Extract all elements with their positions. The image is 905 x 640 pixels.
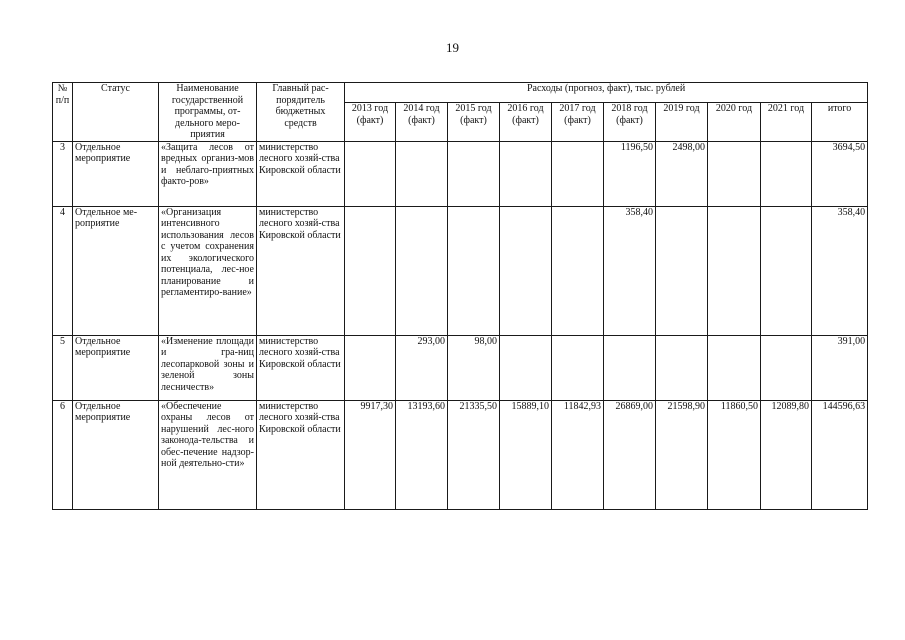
value-2021 [761,141,812,206]
value-2016 [500,206,552,335]
value-2016: 15889,10 [500,400,552,509]
row-responsible: министерство лесного хозяй-ства Кировской области [257,400,345,509]
header-year-2017: 2017 год (факт) [552,103,604,141]
value-2017 [552,335,604,400]
value-2021 [761,206,812,335]
value-2014 [396,206,448,335]
header-total: итого [812,103,868,141]
value-2017 [552,141,604,206]
value-2019 [656,335,708,400]
row-status: Отдельное мероприятие [73,335,159,400]
value-2017 [552,206,604,335]
table-row [53,335,868,400]
row-status: Отдельное мероприятие [73,141,159,206]
value-2013 [345,335,396,400]
value-2018: 358,40 [604,206,656,335]
header-year-2013: 2013 год (факт) [345,103,396,141]
table-row [53,206,868,335]
value-total: 358,40 [812,206,868,335]
header-year-2016: 2016 год (факт) [500,103,552,141]
value-2021: 12089,80 [761,400,812,509]
value-2015: 21335,50 [448,400,500,509]
row-responsible: министерство лесного хозяй-ства Кировской области [257,206,345,335]
row-name: «Организация интенсивного использования лесов с учетом сохранения их экологического потенциала, лес-ное планирование и регламентиро-вание» [159,206,257,335]
row-name: «Изменение площади и гра-ниц лесопарковой зоны и зеленой зоны лесничеств» [159,335,257,400]
header-expenses: Расходы (прогноз, факт), тыс. рублей [345,83,868,103]
value-2016 [500,141,552,206]
row-number: 5 [53,335,73,400]
header-year-2018: 2018 год (факт) [604,103,656,141]
value-2019: 21598,90 [656,400,708,509]
row-responsible: министерство лесного хозяй-ства Кировской области [257,335,345,400]
header-year-2020: 2020 год [708,103,761,141]
header-year-2014: 2014 год (факт) [396,103,448,141]
value-2020 [708,141,761,206]
value-2021 [761,335,812,400]
header-name: Наименование государственной программы, от-дельного меро-приятия [159,83,257,142]
value-total: 144596,63 [812,400,868,509]
value-total: 3694,50 [812,141,868,206]
header-year-2015: 2015 год (факт) [448,103,500,141]
row-number: 3 [53,141,73,206]
header-status: Статус [73,83,159,142]
value-2018: 26869,00 [604,400,656,509]
row-number: 6 [53,400,73,509]
value-2014 [396,141,448,206]
header-row-top [53,83,868,103]
value-2019 [656,206,708,335]
value-2018: 1196,50 [604,141,656,206]
value-2020: 11860,50 [708,400,761,509]
row-responsible: министерство лесного хозяй-ства Кировской области [257,141,345,206]
value-2017: 11842,93 [552,400,604,509]
row-name: «Обеспечение охраны лесов от нарушений лес-ного законода-тельства и обес-печение надзор-ной деятельно-сти» [159,400,257,509]
value-2020 [708,206,761,335]
value-2014: 293,00 [396,335,448,400]
value-2013 [345,141,396,206]
page-number: 19 [446,40,459,55]
row-number: 4 [53,206,73,335]
value-2014: 13193,60 [396,400,448,509]
header-index: № п/п [53,83,73,142]
value-total: 391,00 [812,335,868,400]
value-2018 [604,335,656,400]
budget-table [52,82,868,510]
value-2013 [345,206,396,335]
value-2013: 9917,30 [345,400,396,509]
value-2015 [448,141,500,206]
row-name: «Защита лесов от вредных организ-мов и неблаго-приятных факто-ров» [159,141,257,206]
header-year-2021: 2021 год [761,103,812,141]
header-year-2019: 2019 год [656,103,708,141]
value-2016 [500,335,552,400]
table-row [53,141,868,206]
row-status: Отдельное мероприятие [73,400,159,509]
value-2020 [708,335,761,400]
value-2015: 98,00 [448,335,500,400]
value-2019: 2498,00 [656,141,708,206]
row-status: Отдельное ме-роприятие [73,206,159,335]
table-row [53,400,868,509]
value-2015 [448,206,500,335]
header-responsible: Главный рас-порядитель бюджетных средств [257,83,345,142]
